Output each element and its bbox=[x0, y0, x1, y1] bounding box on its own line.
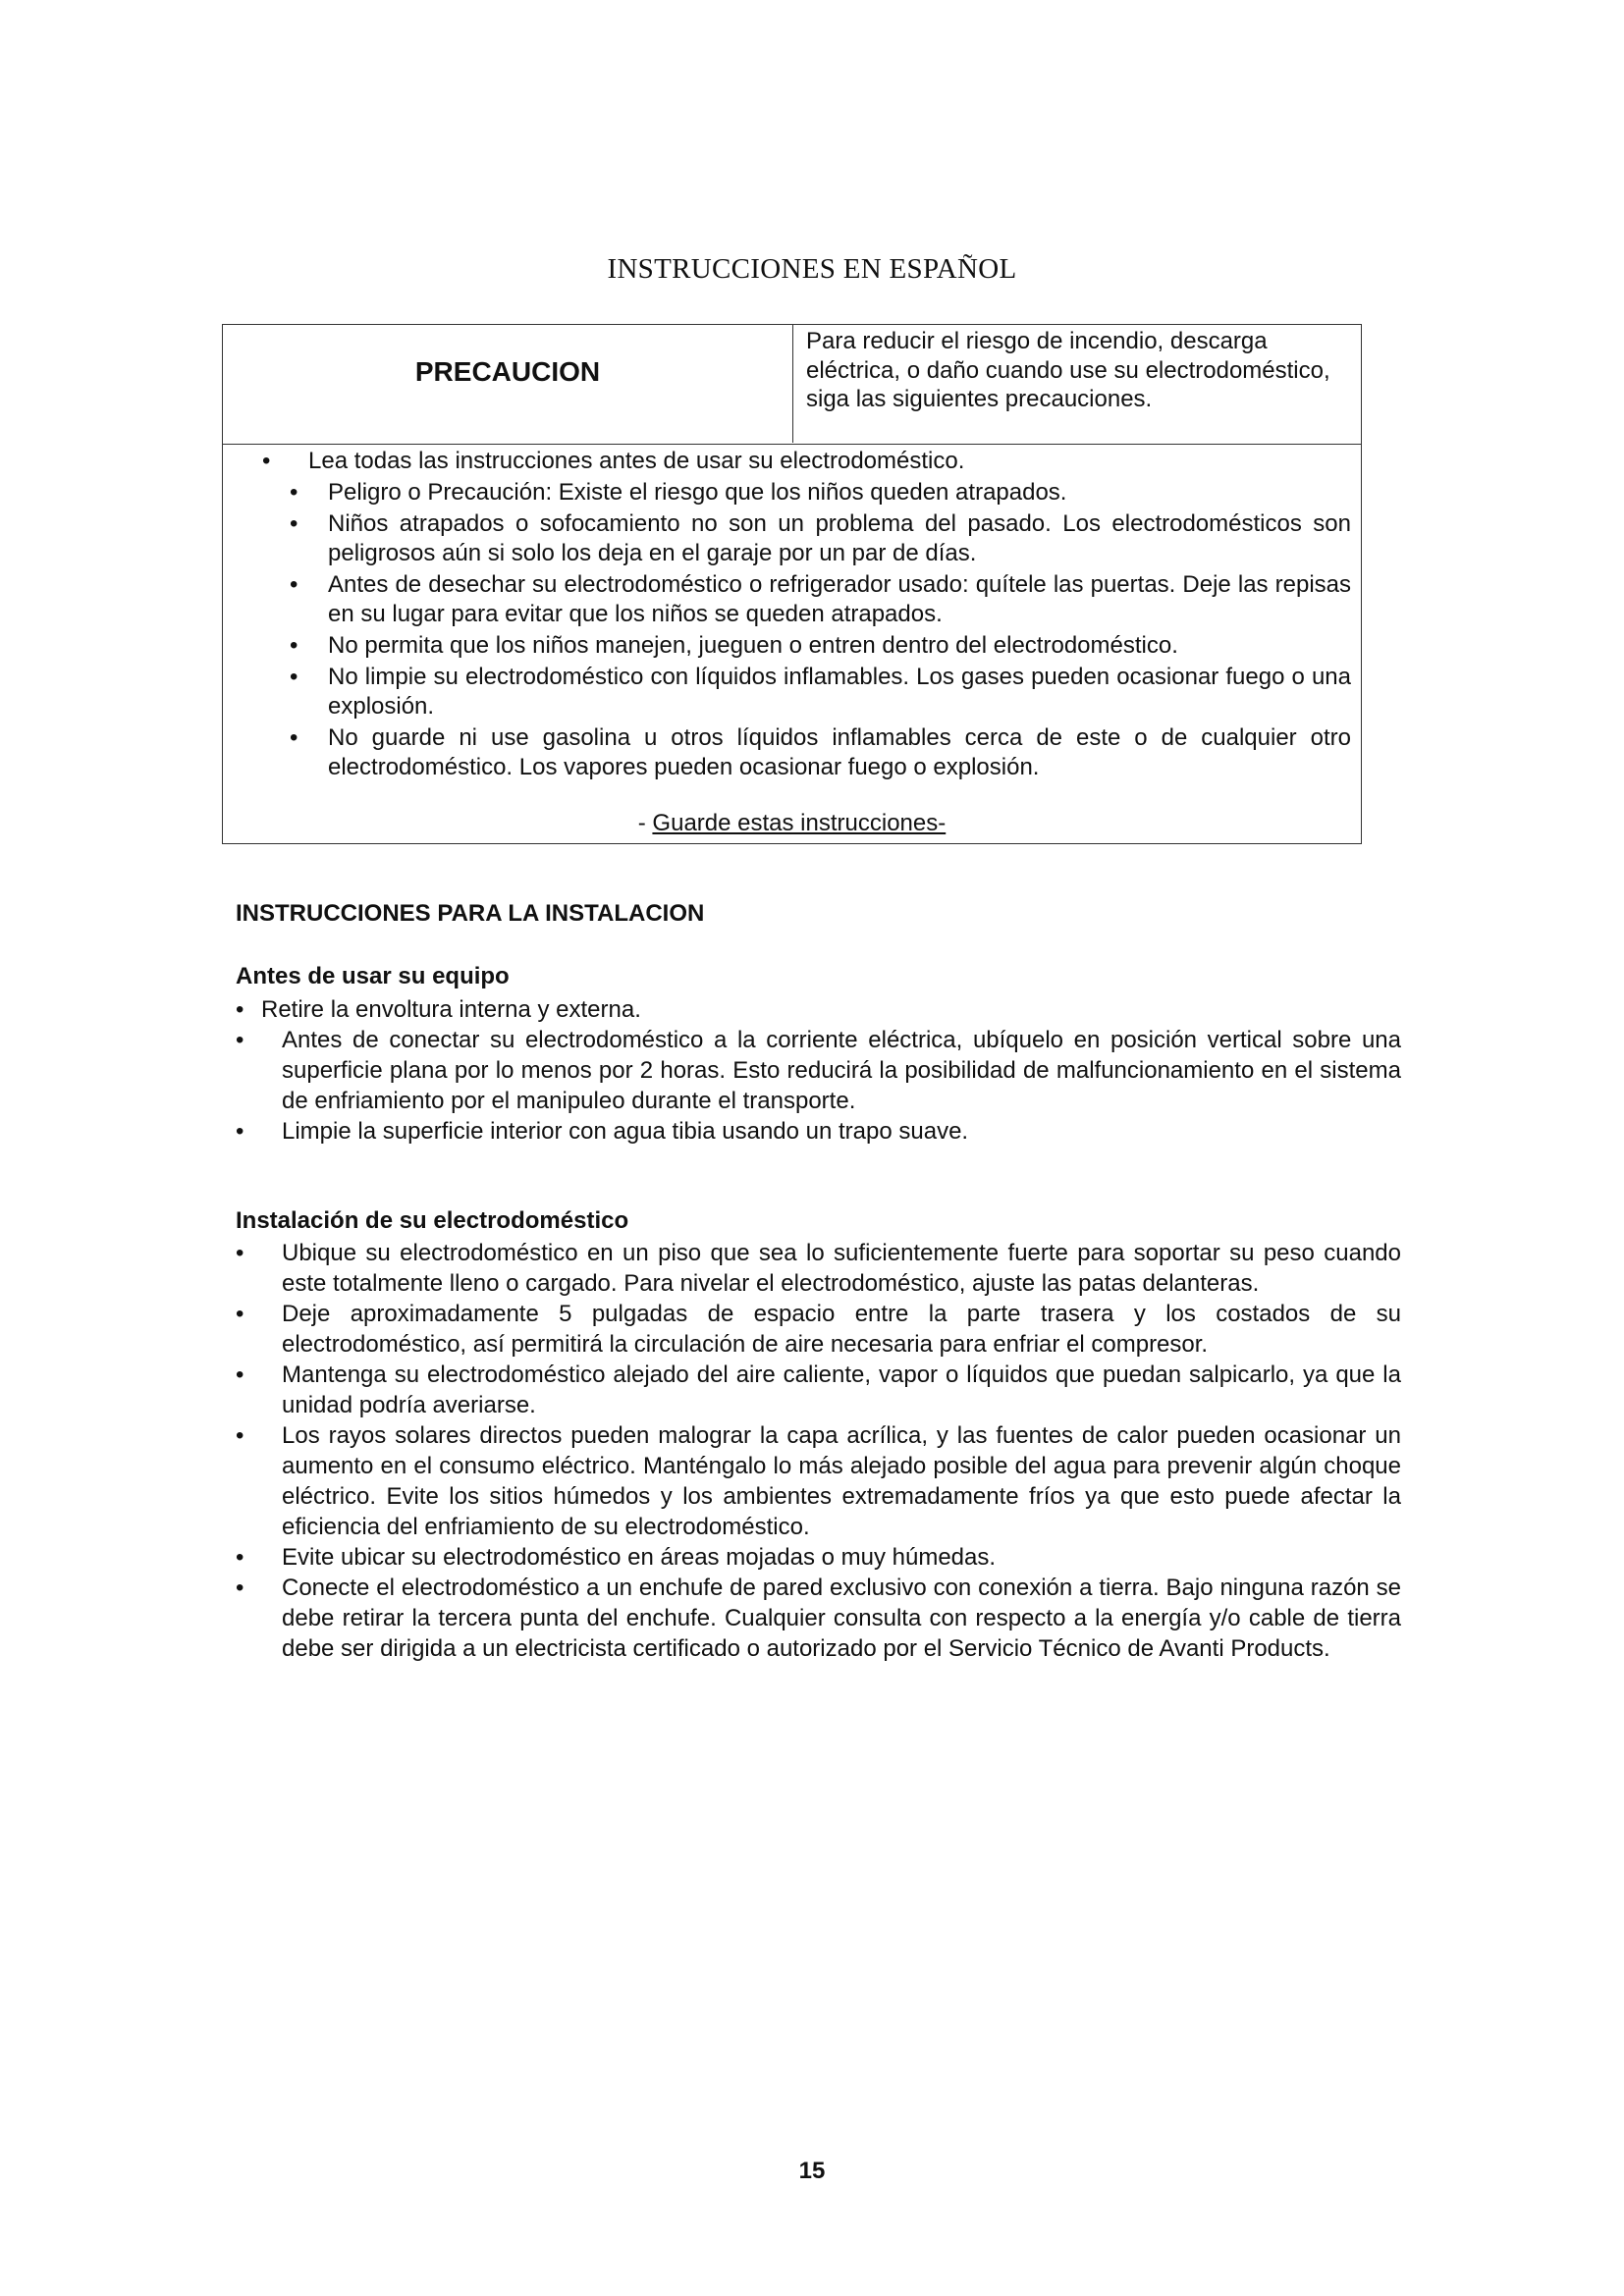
caution-item: • Antes de desechar su electrodoméstico o refrigerador usado: quítele las puertas. Deje las repisas en su lugar para evitar que los niños se queden atrapados. bbox=[290, 571, 1351, 627]
bullet-icon: • bbox=[290, 571, 298, 598]
bullet-icon: • bbox=[236, 1240, 244, 1266]
installation-item: • Ubique su electrodoméstico en un piso que sea lo suficientemente fuerte para soportar su peso cuando este totalmente lleno o cargado. Para nivelar el electrodoméstico, ajuste las patas delanteras. bbox=[236, 1240, 1401, 1297]
page-title: INSTRUCCIONES EN ESPAÑOL bbox=[607, 253, 1017, 285]
installation-heading: INSTRUCCIONES PARA LA INSTALACION bbox=[236, 900, 705, 927]
bullet-icon: • bbox=[236, 1301, 244, 1327]
bullet-icon: • bbox=[236, 1362, 244, 1388]
installation-item: • Mantenga su electrodoméstico alejado del aire caliente, vapor o líquidos que puedan salpicarlo, ya que la unidad podría averiarse. bbox=[236, 1362, 1401, 1418]
bullet-icon: • bbox=[290, 664, 298, 690]
caution-label-cell bbox=[223, 325, 793, 443]
bullet-icon: • bbox=[290, 479, 298, 506]
installation-subheading: Instalación de su electrodoméstico bbox=[236, 1207, 629, 1234]
bullet-icon: • bbox=[236, 1544, 244, 1571]
before-use-list bbox=[236, 994, 1401, 1147]
save-instructions-note: - Guarde estas instrucciones- bbox=[637, 810, 947, 836]
caution-header-row bbox=[223, 325, 1361, 445]
bullet-icon: • bbox=[236, 1422, 244, 1449]
caution-item: • No permita que los niños manejen, jueguen o entren dentro del electrodoméstico. bbox=[290, 632, 1178, 659]
bullet-icon: • bbox=[236, 996, 244, 1023]
caution-box bbox=[222, 324, 1362, 844]
bullet-icon: • bbox=[262, 448, 271, 474]
installation-item: • Conecte el electrodoméstico a un enchufe de pared exclusivo con conexión a tierra. Bajo ninguna razón se debe retirar la tercera punta del enchufe. Cualquier consulta con respecto a la energía y/o cable de tierra debe ser dirigida a un electricista certificado o autorizado por el Servicio Técnico de Avanti Products. bbox=[236, 1575, 1401, 1662]
installation-item: • Deje aproximadamente 5 pulgadas de espacio entre la parte trasera y los costados de su electrodoméstico, así permitirá la circulación de aire necesaria para enfriar el compresor. bbox=[236, 1301, 1401, 1358]
caution-intro: Para reducir el riesgo de incendio, descarga eléctrica, o daño cuando use su electrodoméstico, siga las siguientes precauciones. bbox=[806, 328, 1330, 412]
before-use-item: • Antes de conectar su electrodoméstico a la corriente eléctrica, ubíquelo en posición vertical sobre una superficie plana por lo menos por 2 horas. Esto reducirá la posibilidad de malfuncionamiento en el sistema de enfriamiento por el manipuleo durante el transporte. bbox=[236, 1027, 1401, 1114]
installation-item: • Evite ubicar su electrodoméstico en áreas mojadas o muy húmedas. bbox=[236, 1544, 997, 1571]
caution-label: PRECAUCION bbox=[414, 356, 601, 387]
before-use-item: • Limpie la superficie interior con agua tibia usando un trapo suave. bbox=[236, 1118, 969, 1145]
before-use-heading: Antes de usar su equipo bbox=[236, 963, 510, 989]
installation-item: • Los rayos solares directos pueden malograr la capa acrílica, y las fuentes de calor pueden ocasionar un aumento en el consumo eléctrico. Manténgalo lo más alejado posible del agua para prevenir algún choque eléctrico. Evite los sitios húmedos y los ambientes extremadamente fríos ya que esto puede afectar la eficiencia del enfriamiento de su electrodoméstico. bbox=[236, 1422, 1401, 1540]
caution-item: • No guarde ni use gasolina u otros líquidos inflamables cerca de este o de cualquier otro electrodoméstico. Los vapores pueden ocasionar fuego o explosión. bbox=[290, 724, 1351, 780]
caution-list bbox=[223, 447, 1361, 784]
caution-item: • No limpie su electrodoméstico con líquidos inflamables. Los gases pueden ocasionar fuego o una explosión. bbox=[290, 664, 1351, 720]
caution-item: • Lea todas las instrucciones antes de usar su electrodoméstico. bbox=[262, 448, 965, 474]
bullet-icon: • bbox=[236, 1575, 244, 1601]
caution-item: • Niños atrapados o sofocamiento no son un problema del pasado. Los electrodomésticos son peligrosos aún si solo los deja en el garaje por un par de días. bbox=[290, 510, 1351, 566]
caution-item: • Peligro o Precaución: Existe el riesgo que los niños queden atrapados. bbox=[290, 479, 1067, 506]
bullet-icon: • bbox=[290, 510, 298, 537]
bullet-icon: • bbox=[236, 1118, 244, 1145]
installation-list bbox=[236, 1238, 1401, 1664]
bullet-icon: • bbox=[290, 632, 298, 659]
before-use-item: • Retire la envoltura interna y externa. bbox=[236, 996, 641, 1023]
bullet-icon: • bbox=[236, 1027, 244, 1053]
bullet-icon: • bbox=[290, 724, 298, 751]
page-number: 15 bbox=[798, 2158, 826, 2184]
